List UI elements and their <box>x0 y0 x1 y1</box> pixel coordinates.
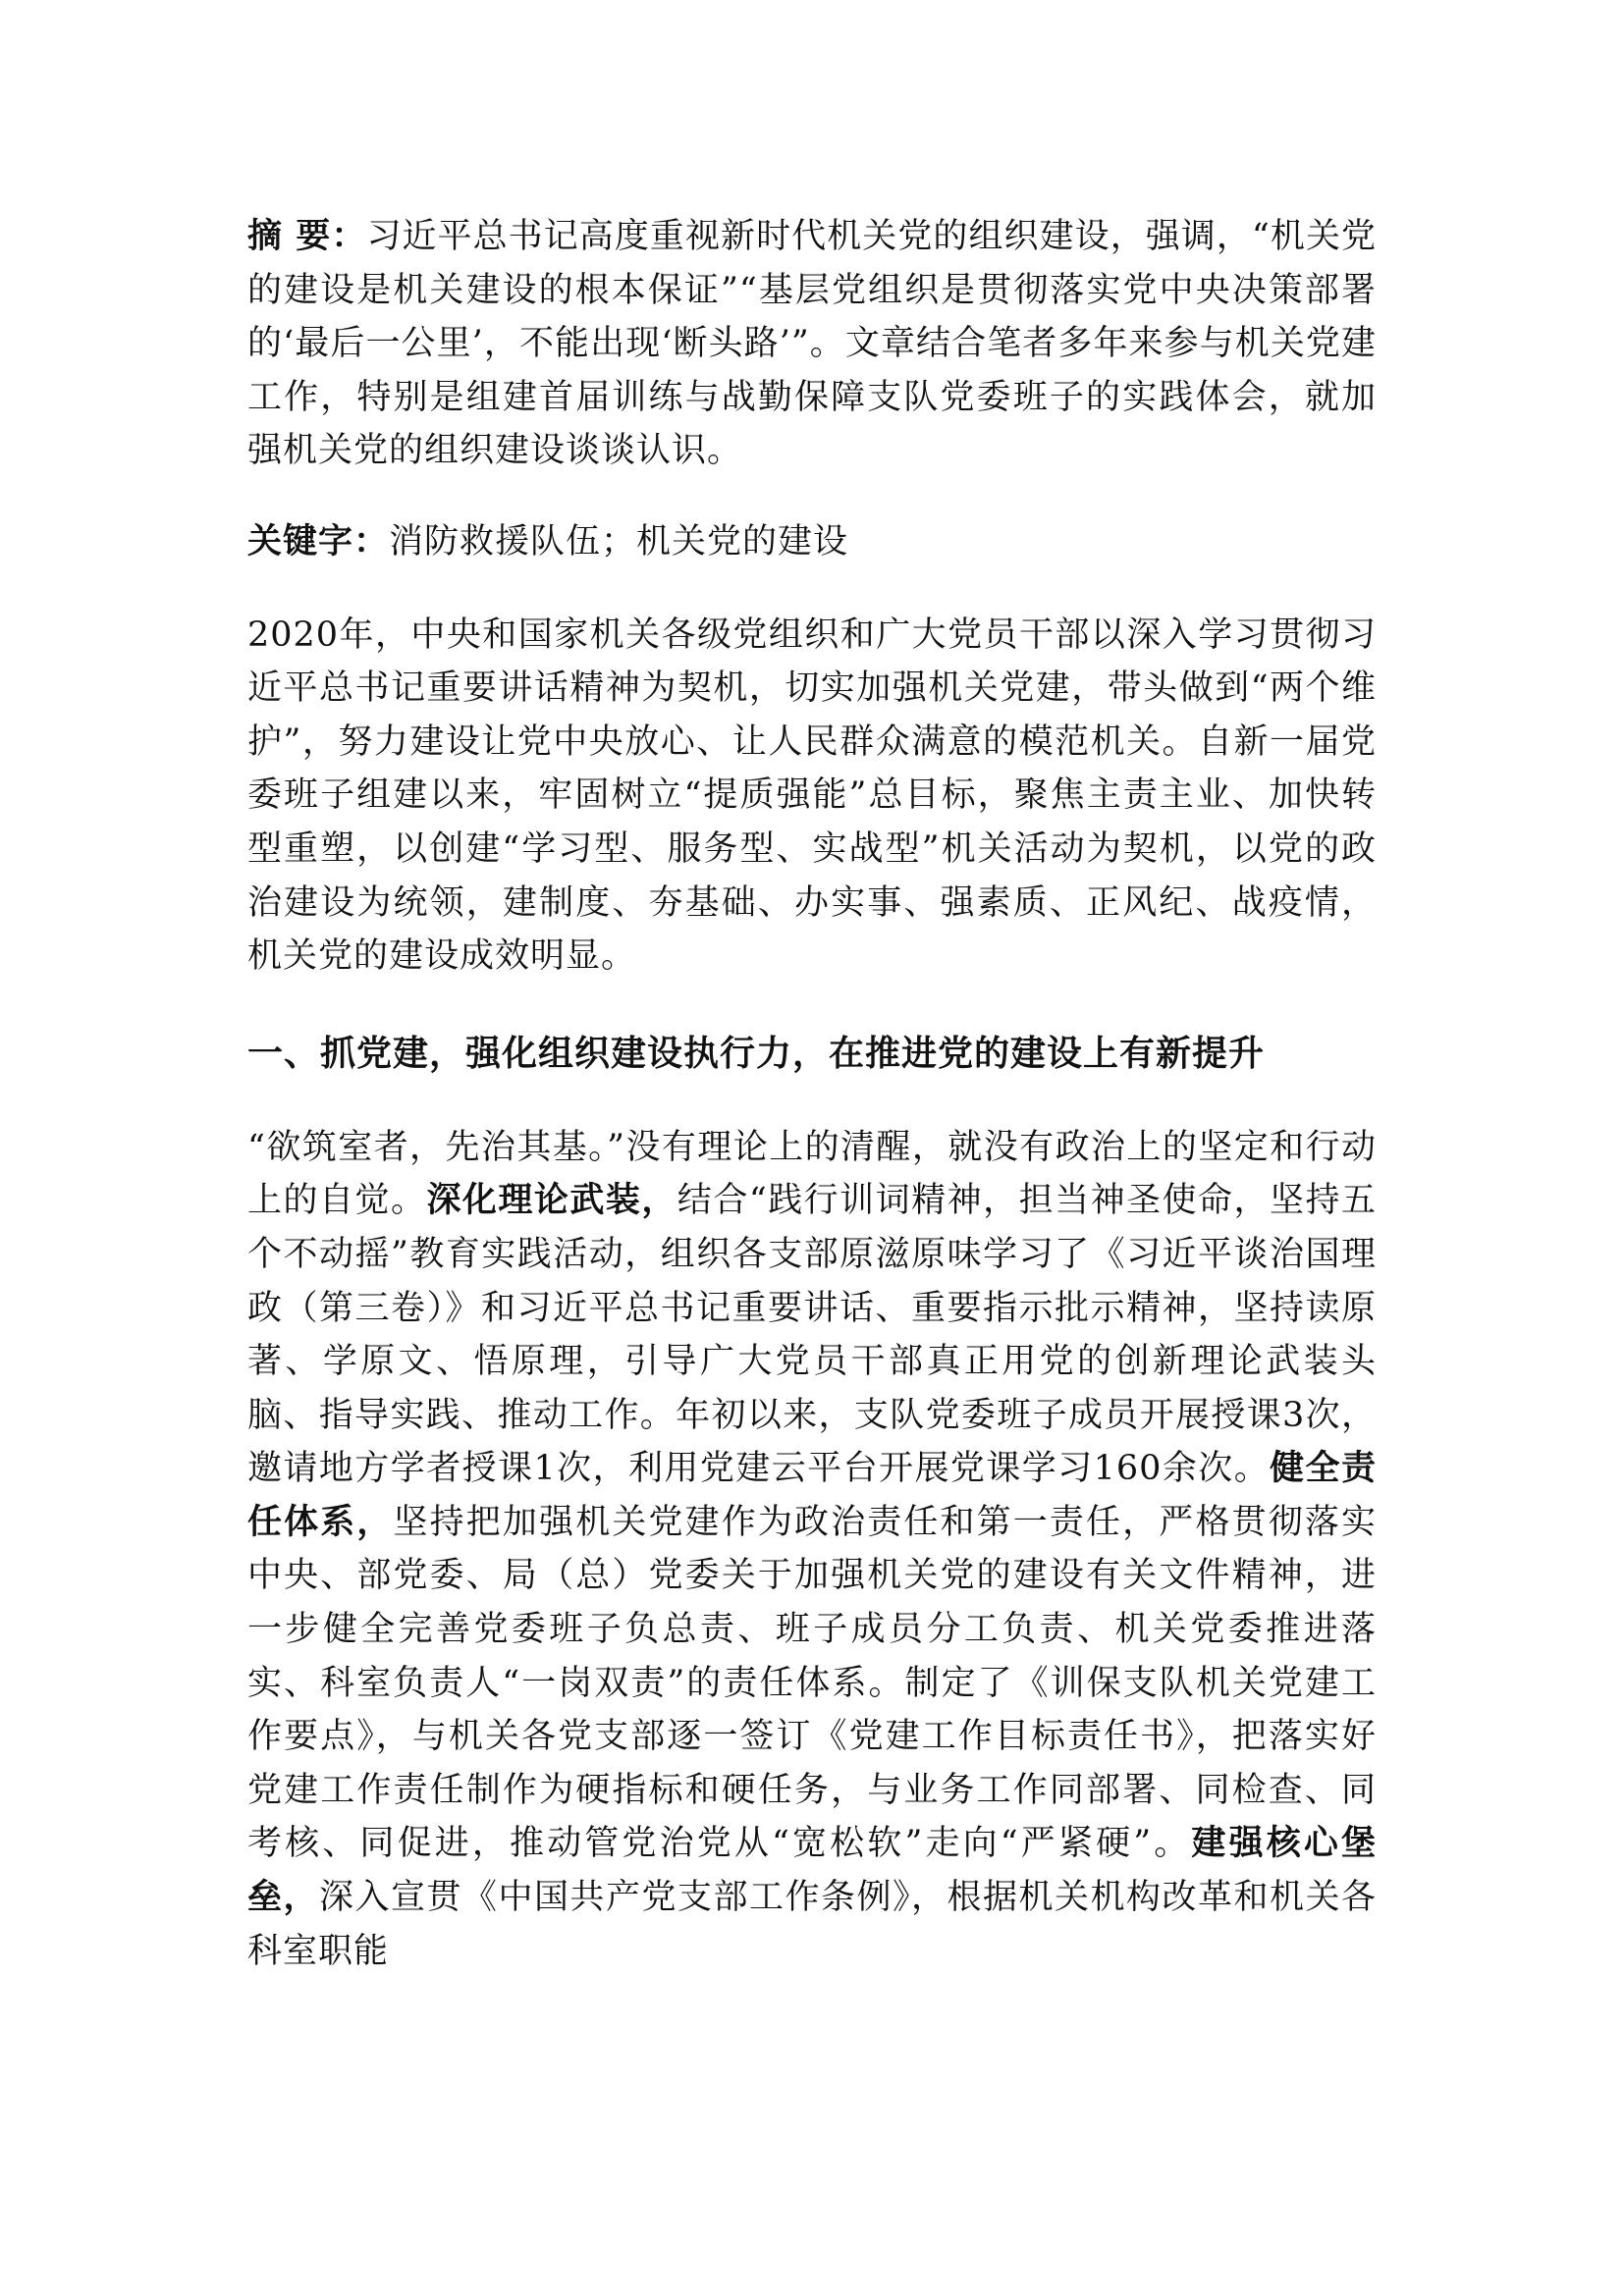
abstract-text: 习近平总书记高度重视新时代机关党的组织建设，强调，“机关党的建设是机关建设的根本保证”“基层党组织是贯彻落实党中央决策部署的‘最后一公里’，不能出现‘断头路’”。文章结合笔者多年来参与机关党建工作，特别是组建首届训练与战勤保障支队党委班子的实践体会，就加强机关党的组织建设谈谈认识。 <box>247 217 1378 471</box>
section-1-text-1: “欲筑室者，先治其基。”没有理论上的清醒，就没有政治上的坚定和行动上的自觉。 <box>247 1127 1377 1221</box>
section-1-body <box>247 1121 1377 1979</box>
abstract-label: 摘 要： <box>247 216 367 256</box>
section-1-text-4: 深入宣贯《中国共产党支部工作条例》，根据机关机构改革和机关各科室职能 <box>247 1878 1377 1971</box>
section-1-highlight-2: 健全责任体系， <box>247 1448 1377 1542</box>
section-1-highlight-3: 建强核心堡垒， <box>247 1823 1377 1918</box>
section-1-text-2: 结合“践行训词精神，担当神圣使命，坚持五个不动摇”教育实践活动，组织各支部原滋原味学习了《习近平谈治国理政（第三卷）》和习近平总书记重要讲话、重要指示批示精神，坚持读原著、学原文、悟原理，引导广大党员干部真正用党的创新理论武装头脑、指导实践、推动工作。年初以来，支队党委班子成员开展授课3次，邀请地方学者授课1次，利用党建云平台开展党课学习160余次。 <box>247 1181 1377 1489</box>
abstract-paragraph <box>247 210 1377 478</box>
section-1-heading: 一、抓党建，强化组织建设执行力，在推进党的建设上有新提升 <box>247 1032 1266 1074</box>
keywords-label: 关键字： <box>247 520 390 561</box>
intro-paragraph: 2020年，中央和国家机关各级党组织和广大党员干部以深入学习贯彻习近平总书记重要讲话精神为契机，切实加强机关党建，带头做到“两个维护”，努力建设让党中央放心、让人民群众满意的模范机关。自新一届党委班子组建以来，牢固树立“提质强能”总目标，聚焦主责主业、加快转型重塑，以创建“学习型、服务型、实战型”机关活动为契机，以党的政治建设为统领，建制度、夯基础、办实事、强素质、正风纪、战疫情，机关党的建设成效明显。 <box>247 614 1377 977</box>
keywords-paragraph <box>247 515 1377 569</box>
keywords-text: 消防救援队伍；机关党的建设 <box>389 521 849 561</box>
document-page <box>247 196 1377 1978</box>
section-1-highlight-1: 深化理论武装， <box>426 1180 677 1221</box>
section-1-text-3: 坚持把加强机关党建作为政治责任和第一责任，严格贯彻落实中央、部党委、局（总）党委关于加强机关党的建设有关文件精神，进一步健全完善党委班子负总责、班子成员分工负责、机关党委推进落实、科室负责人“一岗双责”的责任体系。制定了《训保支队机关党建工作要点》，与机关各党支部逐一签订《党建工作目标责任书》，把落实好党建工作责任制作为硬指标和硬任务，与业务工作同部署、同检查、同考核、同促进，推动管党治党从“宽松软”走向“严紧硬”。 <box>247 1502 1377 1864</box>
